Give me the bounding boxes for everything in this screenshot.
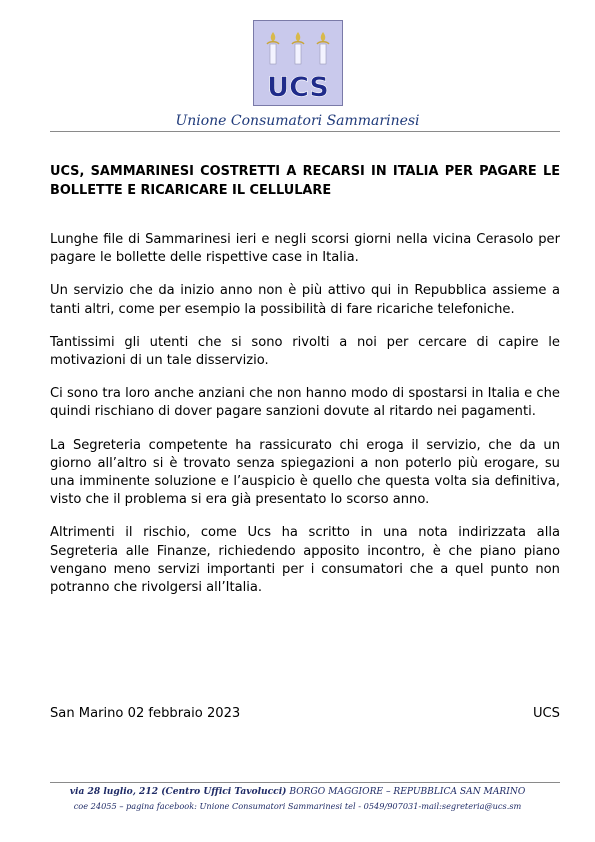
ucs-logo bbox=[253, 20, 343, 106]
paragraph: Tantissimi gli utenti che si sono rivolti a noi per cercare di capire le motivazioni di un tale disservizio. bbox=[50, 334, 560, 369]
paragraph: La Segreteria competente ha rassicurato chi eroga il servizio, che da un giorno all’altro si è trovato senza spiegazioni a non poterlo più erogare, su una imminente soluzione e l’auspicio è quello che questa volta sia definitiva, visto che il problema si era già presentato lo scorso anno. bbox=[50, 437, 560, 508]
signature-org: UCS bbox=[532, 706, 560, 721]
footer-city: BORGO MAGGIORE – REPUBBLICA SAN MARINO bbox=[286, 787, 526, 797]
paragraph: Lunghe file di Sammarinesi ieri e negli scorsi giorni nella vicina Cerasolo per pagare le bollette delle rispettive case in Italia. bbox=[50, 232, 560, 266]
place-and-date: San Marino 02 febbraio 2023 bbox=[50, 706, 241, 721]
logo-text: UCS bbox=[267, 72, 329, 103]
ucs-logo-graphic bbox=[253, 20, 343, 106]
footer-street: via 28 luglio, 212 (Centro Uffici Tavolucci) bbox=[69, 786, 287, 797]
footer-address bbox=[0, 786, 595, 797]
organization-name: Unione Consumatori Sammarinesi bbox=[175, 113, 420, 129]
article-body bbox=[50, 231, 560, 597]
headline: UCS, SAMMARINESI COSTRETTI A RECARSI IN ITALIA PER PAGARE LE BOLLETTE E RICARICARE IL CELLULARE bbox=[50, 164, 560, 198]
footer-divider bbox=[50, 782, 560, 783]
paragraph: Altrimenti il rischio, come Ucs ha scritto in una nota indirizzata alla Segreteria alle Finanze, richiedendo apposito incontro, è che piano piano vengano meno servizi importanti per i consumatori che a quel punto non potranno che rivolgersi all’Italia. bbox=[50, 525, 560, 596]
paragraph: Ci sono tra loro anche anziani che non hanno modo di spostarsi in Italia e che quindi rischiano di dover pagare sanzioni dovute al ritardo nei pagamenti. bbox=[50, 386, 560, 420]
paragraph: Un servizio che da inizio anno non è più attivo qui in Repubblica assieme a tanti altri, come per esempio la possibilità di fare ricariche telefoniche. bbox=[50, 283, 560, 317]
footer-contacts: coe 24055 – pagina facebook: Unione Consumatori Sammarinesi tel - 0549/907031-mail:segreteria@ucs.sm bbox=[73, 801, 522, 811]
header-divider bbox=[50, 131, 560, 132]
